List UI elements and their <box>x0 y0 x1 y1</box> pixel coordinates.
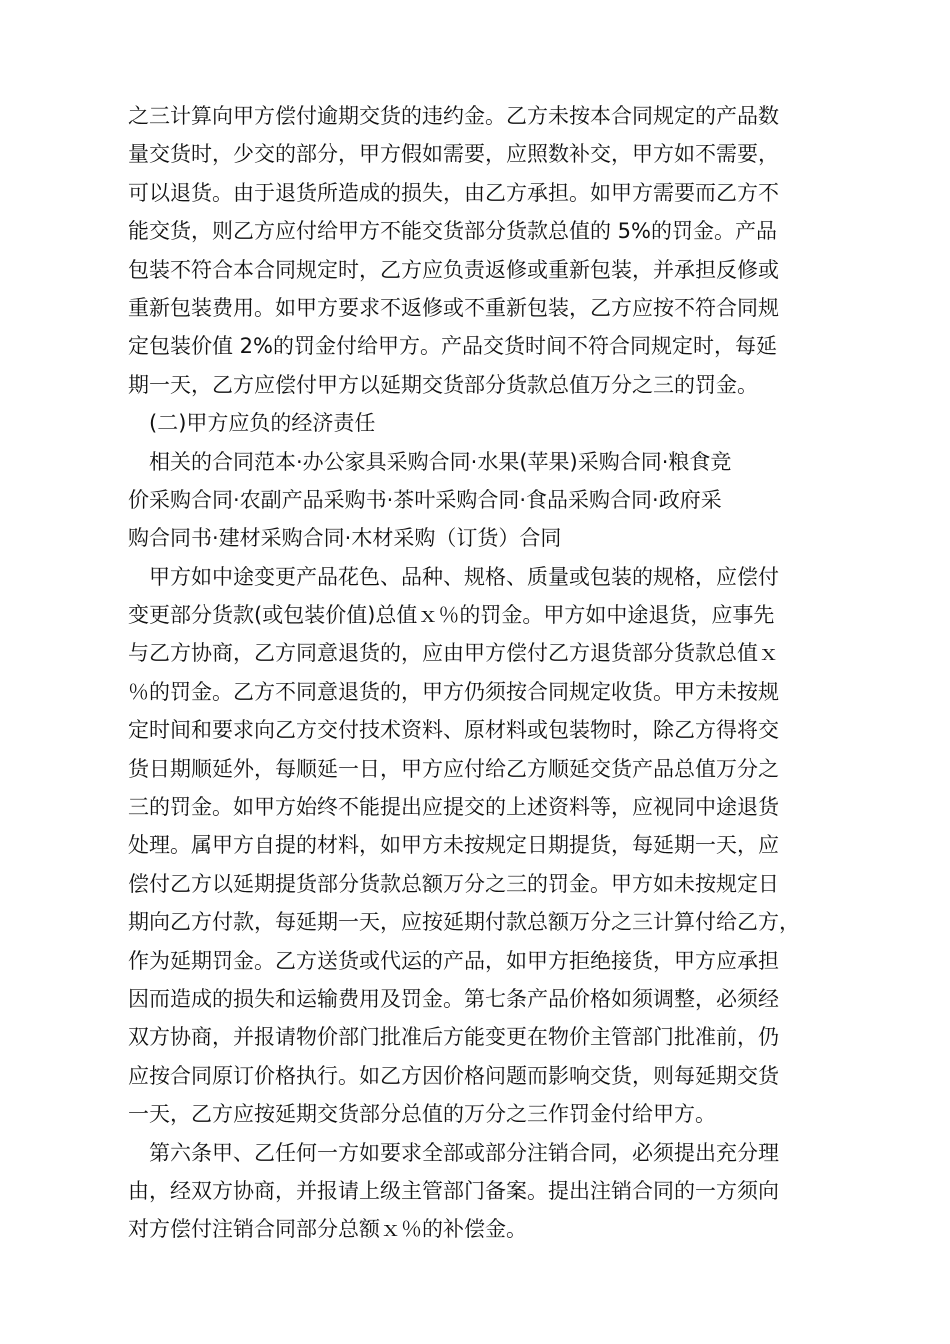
text-line: 能交货，则乙方应付给甲方不能交货部分货款总值的 5%的罚金。产品 <box>128 219 777 244</box>
paragraph-seller-liability <box>128 97 828 404</box>
text-line: 购合同书·建材采购合同·木材采购（订货）合同 <box>128 526 562 551</box>
text-line: 包装不符合本合同规定时，乙方应负责返修或重新包装，并承担反修或 <box>128 257 779 282</box>
text-line: 一天，乙方应按延期交货部分总值的万分之三作罚金付给甲方。 <box>128 1102 716 1127</box>
text-line: 之三计算向甲方偿付逾期交货的违约金。乙方未按本合同规定的产品数 <box>128 104 779 128</box>
paragraph-article-six <box>128 1134 828 1249</box>
text-line: 可以退货。由于退货所造成的损失，由乙方承担。如甲方需要而乙方不 <box>128 180 779 205</box>
text-line: 甲方如中途变更产品花色、品种、规格、质量或包装的规格，应偿付 <box>149 564 779 589</box>
text-line: 作为延期罚金。乙方送货或代运的产品，如甲方拒绝接货，甲方应承担 <box>128 948 779 973</box>
text-line: 定包装价值 2%的罚金付给甲方。产品交货时间不符合同规定时，每延 <box>128 334 777 359</box>
text-line: 因而造成的损失和运输费用及罚金。第七条产品价格如须调整，必须经 <box>128 986 779 1011</box>
text-line: 三的罚金。如甲方始终不能提出应提交的上述资料等，应视同中途退货 <box>128 795 779 820</box>
text-line: 期向乙方付款，每延期一天，应按延期付款总额万分之三计算付给乙方， <box>128 910 800 935</box>
paragraph-buyer-liability <box>128 558 828 1134</box>
text-line: 定时间和要求向乙方交付技术资料、原材料或包装物时，除乙方得将交 <box>128 718 779 743</box>
text-line: 偿付乙方以延期提货部分货款总额万分之三的罚金。甲方如未按规定日 <box>128 871 779 896</box>
text-line: 变更部分货款(或包装价值)总值ｘ％的罚金。甲方如中途退货，应事先 <box>128 603 775 628</box>
text-line: 货日期顺延外，每顺延一日，甲方应付给乙方顺延交货产品总值万分之 <box>128 756 779 781</box>
section-heading-buyer-liability <box>128 404 828 442</box>
text-line: 量交货时，少交的部分，甲方假如需要，应照数补交，甲方如不需要， <box>128 142 779 167</box>
text-line: 双方协商，并报请物价部门批准后方能变更在物价主管部门批准前，仍 <box>128 1025 779 1050</box>
text-line: 第六条甲、乙任何一方如要求全部或部分注销合同，必须提出充分理 <box>149 1140 779 1165</box>
text-line: 由，经双方协商，并报请上级主管部门备案。提出注销合同的一方须向 <box>128 1178 779 1203</box>
paragraph-related-contracts <box>128 443 828 558</box>
document-page <box>128 97 828 1249</box>
text-line: ％的罚金。乙方不同意退货的，甲方仍须按合同规定收货。甲方未按规 <box>128 679 779 704</box>
text-line: 价采购合同·农副产品采购书·茶叶采购合同·食品采购合同·政府采 <box>128 487 722 512</box>
text-line: 对方偿付注销合同部分总额ｘ％的补偿金。 <box>128 1217 527 1242</box>
text-line: 相关的合同范本·办公家具采购合同·水果(苹果)采购合同·粮食竞 <box>149 449 732 474</box>
text-line: 与乙方协商，乙方同意退货的，应由甲方偿付乙方退货部分货款总值ｘ <box>128 641 779 666</box>
section-heading: (二)甲方应负的经济责任 <box>149 411 376 436</box>
text-line: 重新包装费用。如甲方要求不返修或不重新包装，乙方应按不符合同规 <box>128 295 779 320</box>
text-line: 期一天，乙方应偿付甲方以延期交货部分货款总值万分之三的罚金。 <box>128 372 758 397</box>
text-line: 处理。属甲方自提的材料，如甲方未按规定日期提货，每延期一天，应 <box>128 833 779 858</box>
text-line: 应按合同原订价格执行。如乙方因价格问题而影响交货，则每延期交货 <box>128 1063 779 1088</box>
